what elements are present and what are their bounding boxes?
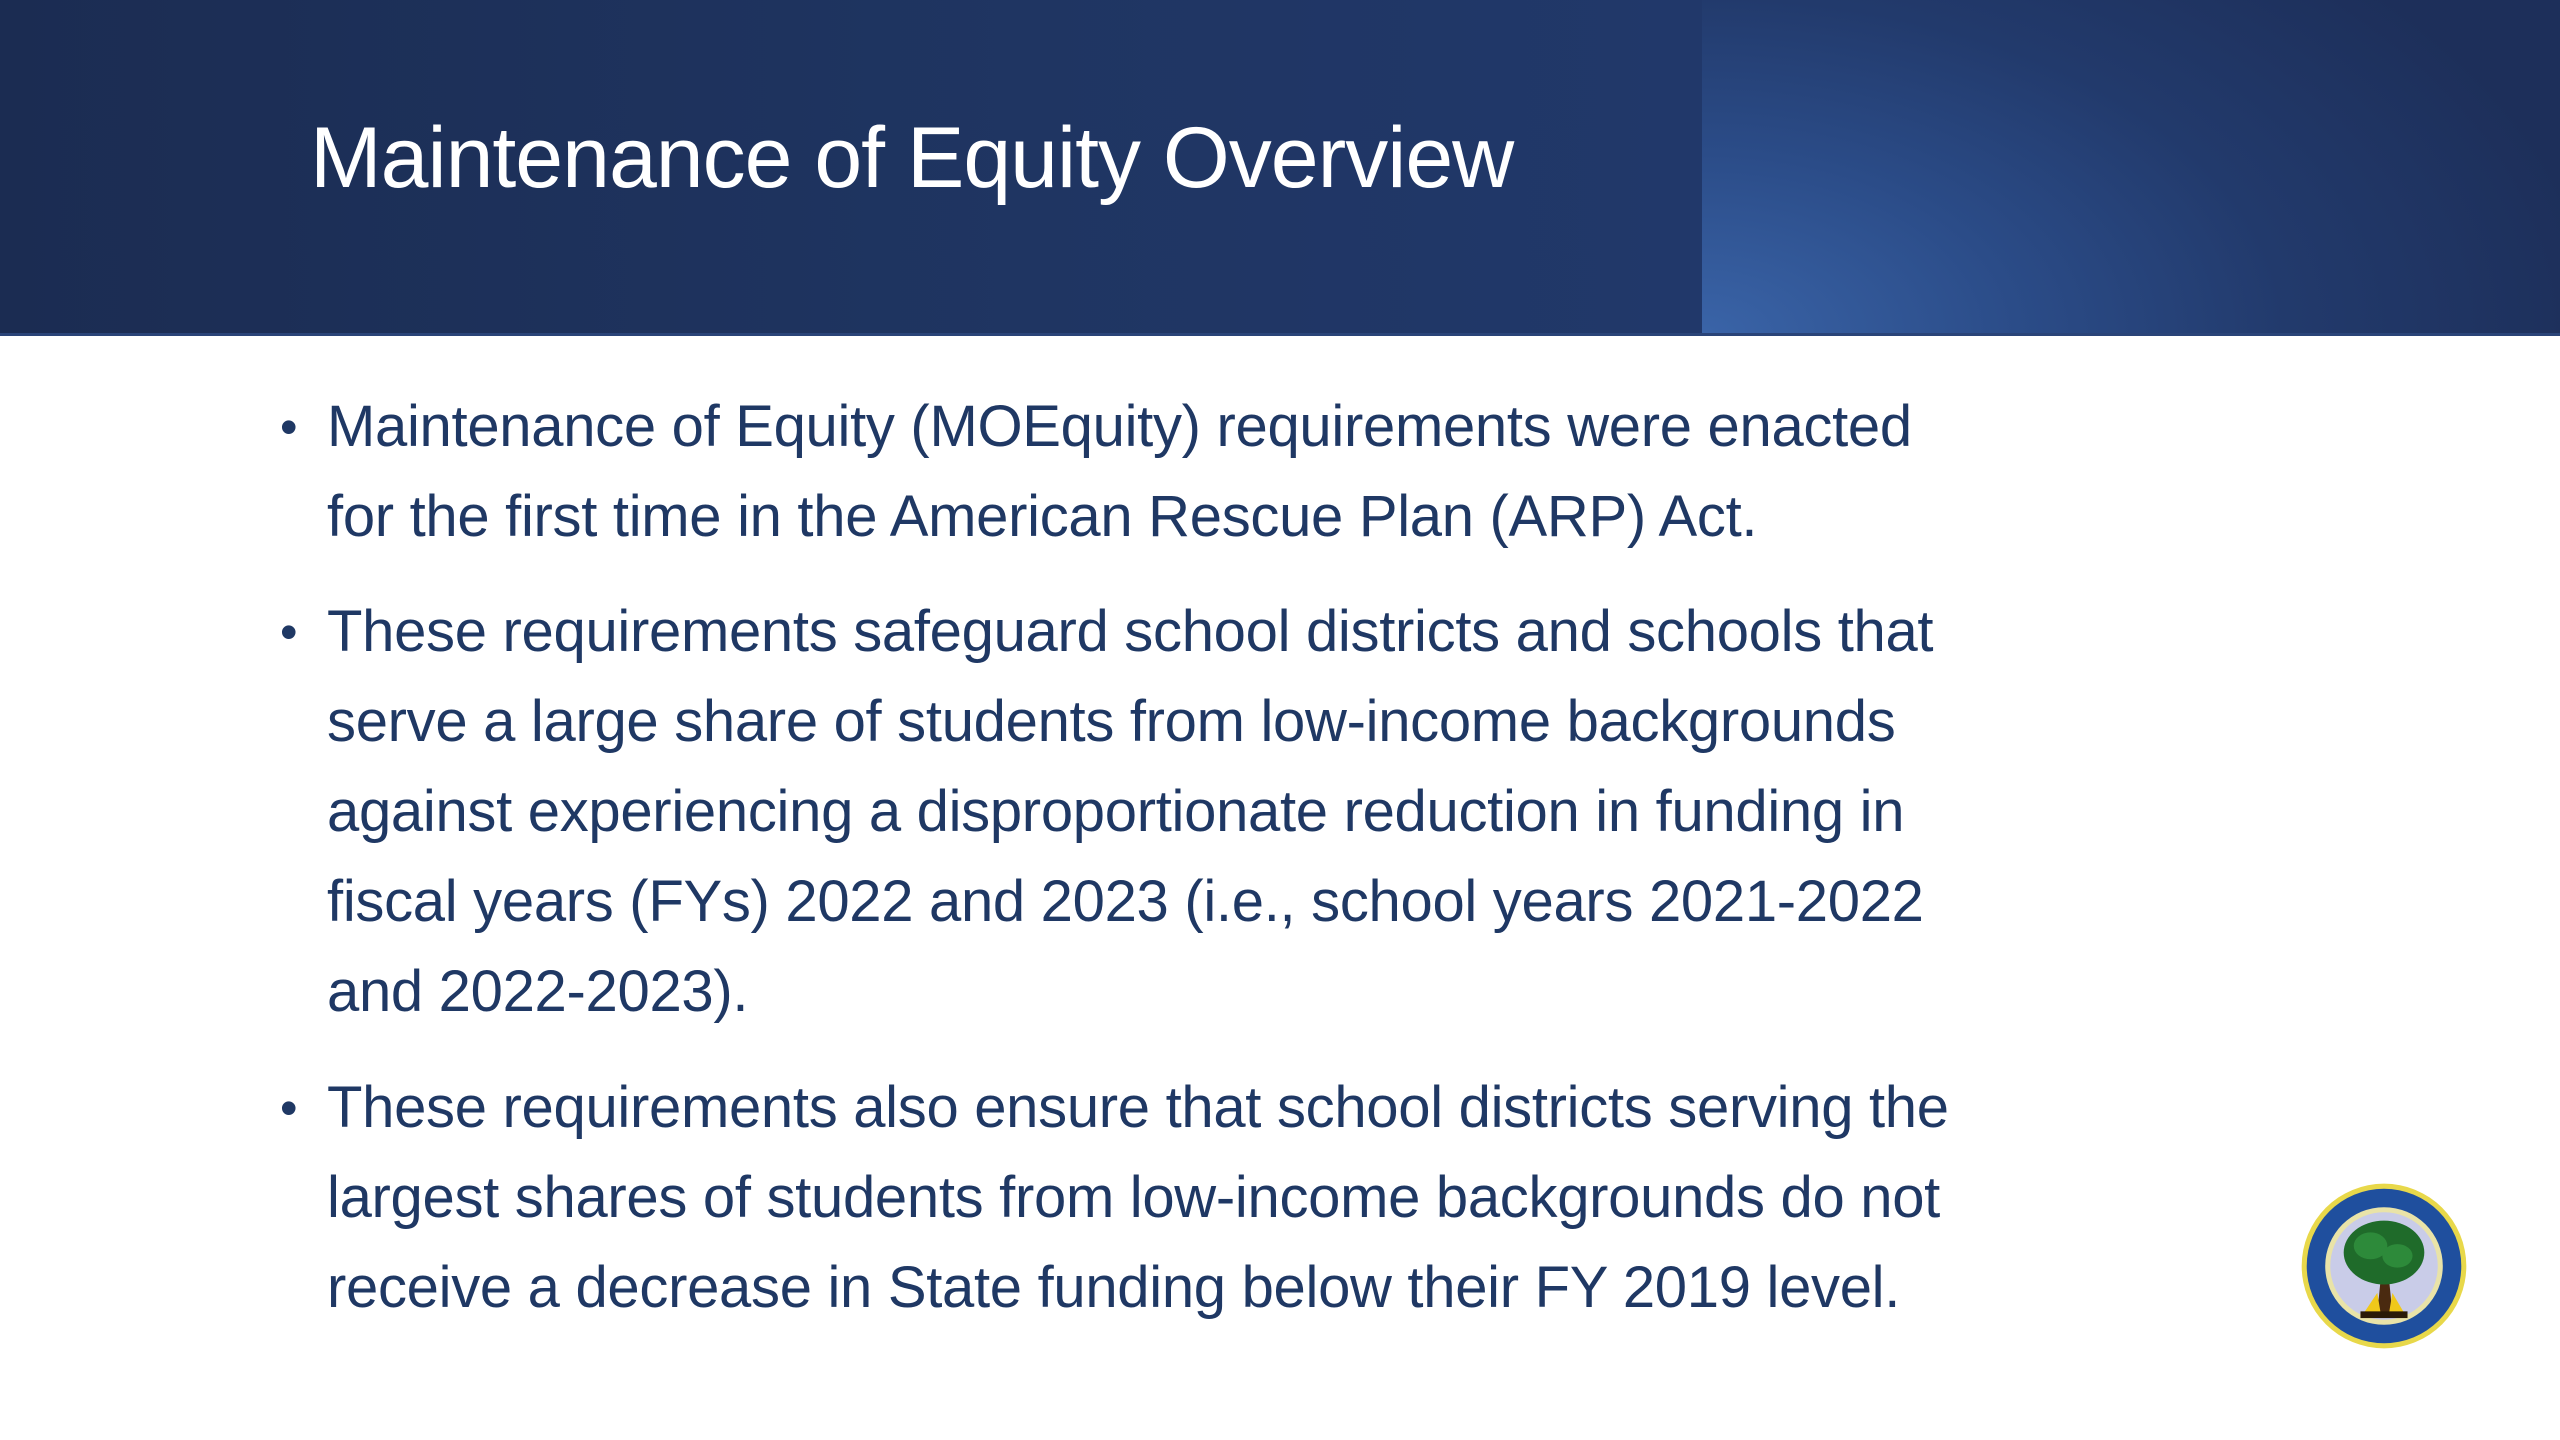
bullet-text-line: for the first time in the American Rescue Plan (ARP) Act.	[327, 484, 1758, 549]
banner-divider	[0, 333, 2560, 336]
bullet-text-line: serve a large share of students from low-income backgrounds	[327, 689, 1896, 754]
bullet-text-line: against experiencing a disproportionate reduction in funding in	[327, 779, 1905, 844]
bullet-icon: •	[280, 399, 298, 455]
bullet-text-line: These requirements safeguard school districts and schools that	[327, 599, 1934, 664]
department-of-education-seal-logo	[2300, 1182, 2468, 1350]
slide-title: Maintenance of Equity Overview	[310, 110, 1514, 206]
bullet-item	[280, 382, 1912, 562]
banner-accent-panel	[1702, 0, 2560, 335]
bullet-text-line: Maintenance of Equity (MOEquity) requirements were enacted	[327, 394, 1912, 459]
bullet-item	[280, 587, 1933, 1037]
bullet-text-line: largest shares of students from low-income backgrounds do not	[327, 1165, 1940, 1230]
title-banner	[0, 0, 2560, 335]
bullet-text-line: and 2022-2023).	[327, 959, 749, 1024]
bullet-text-line: fiscal years (FYs) 2022 and 2023 (i.e., school years 2021-2022	[327, 869, 1924, 934]
bullet-text-line: receive a decrease in State funding below their FY 2019 level.	[327, 1255, 1901, 1320]
bullet-icon: •	[280, 604, 298, 660]
bullet-icon: •	[280, 1080, 298, 1136]
bullet-item	[280, 1063, 1949, 1333]
bullet-text-line: These requirements also ensure that school districts serving the	[327, 1075, 1949, 1140]
